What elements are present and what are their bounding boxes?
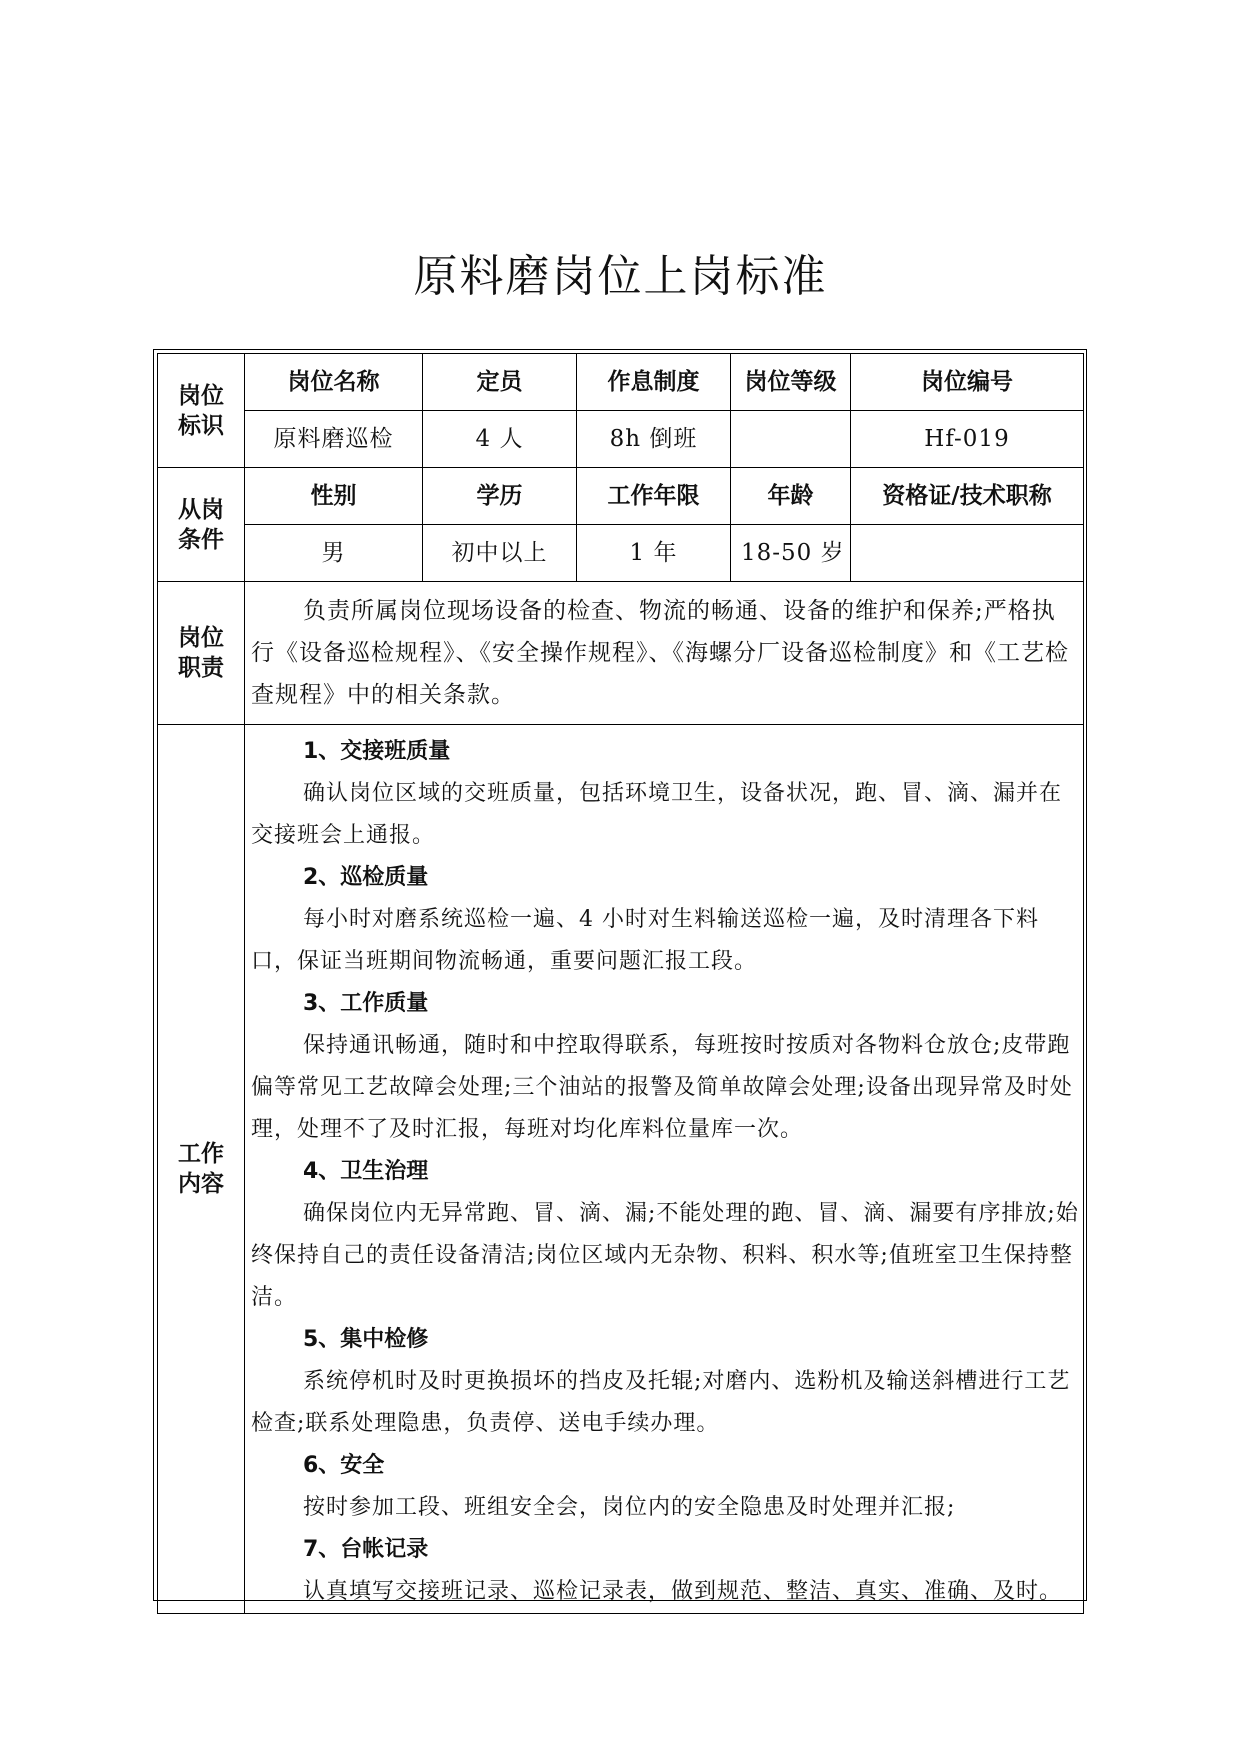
section-title-maintenance: 5、集中检修 <box>303 1327 429 1352</box>
document-title: 原料磨岗位上岗标准 <box>413 251 828 302</box>
row-label-duty <box>158 582 245 725</box>
value-schedule: 8h 倒班 <box>577 411 731 468</box>
section-title-handover: 1、交接班质量 <box>303 739 451 764</box>
row-label-text: 工作内容 <box>178 1141 224 1197</box>
row-label-requirements <box>158 468 245 582</box>
value-age: 18-50 岁 <box>731 525 851 582</box>
header-gender: 性别 <box>245 468 423 525</box>
section-body-records: 认真填写交接班记录、巡检记录表，做到规范、整洁、真实、准确、及时。 <box>303 1579 1063 1604</box>
value-post-grade <box>731 411 851 468</box>
section-title-records: 7、台帐记录 <box>303 1537 429 1562</box>
job-standard-table <box>157 353 1084 1614</box>
value-work-years: 1 年 <box>577 525 731 582</box>
section-title-safety: 6、安全 <box>303 1453 385 1478</box>
header-age: 年龄 <box>731 468 851 525</box>
requirements-value-row <box>158 525 1084 582</box>
value-post-name: 原料磨巡检 <box>245 411 423 468</box>
value-certificate <box>851 525 1084 582</box>
value-post-code: Hf-019 <box>851 411 1084 468</box>
header-post-code: 岗位编号 <box>851 354 1084 411</box>
row-label-text: 岗位职责 <box>178 625 224 681</box>
section-body-work-quality: 保持通讯畅通，随时和中控取得联系，每班按时按质对各物料仓放仓;皮带跑偏等常见工艺故障会处理;三个油站的报警及简单故障会处理;设备出现异常及时处理，处理不了及时汇报，每班对均化库料位量库一次。 <box>251 1033 1073 1142</box>
requirements-header-row <box>158 468 1084 525</box>
duty-row <box>158 582 1084 725</box>
section-body-hygiene: 确保岗位内无异常跑、冒、滴、漏;不能处理的跑、冒、滴、漏要有序排放;始终保持自己的责任设备清洁;岗位区域内无杂物、积料、积水等;值班室卫生保持整洁。 <box>251 1201 1079 1310</box>
header-certificate: 资格证/技术职称 <box>851 468 1084 525</box>
value-gender: 男 <box>245 525 423 582</box>
header-post-grade: 岗位等级 <box>731 354 851 411</box>
value-education: 初中以上 <box>423 525 577 582</box>
header-schedule: 作息制度 <box>577 354 731 411</box>
section-title-hygiene: 4、卫生治理 <box>303 1159 429 1184</box>
duty-text: 负责所属岗位现场设备的检查、物流的畅通、设备的维护和保养;严格执行《设备巡检规程》、《安全操作规程》、《海螺分厂设备巡检制度》和《工艺检查规程》中的相关条款。 <box>245 582 1084 725</box>
work-content-row <box>158 725 1084 1614</box>
header-work-years: 工作年限 <box>577 468 731 525</box>
section-title-inspection: 2、巡检质量 <box>303 865 429 890</box>
work-content-cell <box>245 725 1084 1614</box>
header-headcount: 定员 <box>423 354 577 411</box>
section-body-maintenance: 系统停机时及时更换损坏的挡皮及托辊;对磨内、选粉机及输送斜槽进行工艺检查;联系处理隐患，负责停、送电手续办理。 <box>251 1369 1071 1436</box>
row-label-text: 岗位标识 <box>178 382 224 439</box>
section-body-handover: 确认岗位区域的交班质量，包括环境卫生，设备状况，跑、冒、滴、漏并在交接班会上通报。 <box>251 781 1063 848</box>
post-id-value-row <box>158 411 1084 468</box>
post-id-header-row <box>158 354 1084 411</box>
section-title-work-quality: 3、工作质量 <box>303 991 429 1016</box>
row-label-work-content <box>158 725 245 1614</box>
header-post-name: 岗位名称 <box>245 354 423 411</box>
value-headcount: 4 人 <box>423 411 577 468</box>
row-label-text: 从岗条件 <box>178 496 224 553</box>
section-body-safety: 按时参加工段、班组安全会，岗位内的安全隐患及时处理并汇报; <box>303 1495 956 1520</box>
row-label-post-id <box>158 354 245 468</box>
section-body-inspection: 每小时对磨系统巡检一遍、4 小时对生料输送巡检一遍，及时清理各下料口，保证当班期间物流畅通，重要问题汇报工段。 <box>251 907 1039 974</box>
header-education: 学历 <box>423 468 577 525</box>
